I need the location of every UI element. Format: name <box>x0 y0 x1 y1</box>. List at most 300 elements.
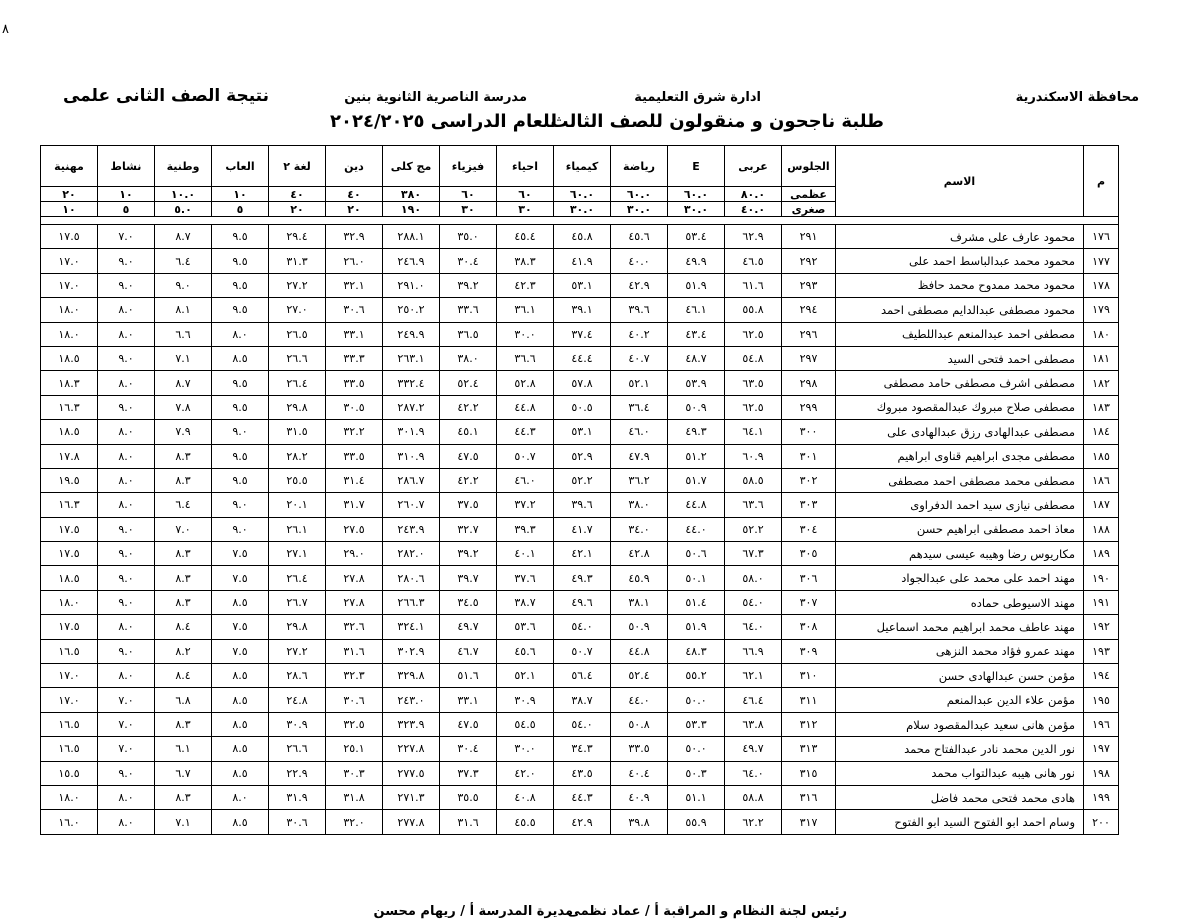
student-name: مصطفى مجدى ابراهيم قناوى ابراهيم <box>836 444 1084 468</box>
grade-cell: ٢٧.٥ <box>326 517 383 541</box>
row-num: ١٩٣ <box>1084 639 1119 663</box>
grade-cell: ٦٣.٨ <box>725 712 782 736</box>
grade-cell: ٥١.١ <box>668 785 725 809</box>
table-row <box>41 664 1119 688</box>
grade-cell: ٤٢.٢ <box>440 395 497 419</box>
grade-cell: ٤٩.٣ <box>668 420 725 444</box>
grade-cell: ٥١.٧ <box>668 468 725 492</box>
grade-cell: ٤٤.٨ <box>497 395 554 419</box>
header-min-label: صغرى <box>782 202 836 217</box>
max-mark: ٦٠ <box>440 187 497 202</box>
grade-cell: ٣٦.٢ <box>611 468 668 492</box>
grade-cell: ٩.٠ <box>98 590 155 614</box>
grade-cell: ٣٤.٣ <box>554 737 611 761</box>
header-subject: العاب <box>212 146 269 187</box>
grade-cell: ١٦.٥ <box>41 712 98 736</box>
grade-cell: ٣٨.١ <box>611 590 668 614</box>
seat-number: ٣٠٧ <box>782 590 836 614</box>
min-mark: ٤٠.٠ <box>725 202 782 217</box>
grade-cell: ٣٧.٢ <box>497 493 554 517</box>
grade-cell: ٥٤.٠ <box>554 712 611 736</box>
grade-cell: ٥١.٩ <box>668 615 725 639</box>
grade-cell: ٧.٥ <box>212 615 269 639</box>
grade-cell: ٢٧٧.٥ <box>383 761 440 785</box>
row-num: ١٩٠ <box>1084 566 1119 590</box>
grade-cell: ٣٠.٦ <box>326 688 383 712</box>
grade-cell: ١٦.٠ <box>41 810 98 834</box>
row-num: ١٨٣ <box>1084 395 1119 419</box>
grade-cell: ٣٢٤.١ <box>383 615 440 639</box>
grade-cell: ٦٢.٥ <box>725 322 782 346</box>
student-name: نور هانى هيبه عبدالتواب محمد <box>836 761 1084 785</box>
student-name: مصطفى احمد عبدالمنعم عبداللطيف <box>836 322 1084 346</box>
grade-cell: ٥٥.٨ <box>725 298 782 322</box>
student-name: مصطفى احمد فتحى السيد <box>836 346 1084 370</box>
grade-cell: ٥٨.٨ <box>725 785 782 809</box>
row-num: ١٩٨ <box>1084 761 1119 785</box>
grade-cell: ٤٤.٨ <box>668 493 725 517</box>
grade-cell: ٣٠.٥ <box>326 395 383 419</box>
row-num: ١٨٩ <box>1084 542 1119 566</box>
grade-cell: ٥١.٤ <box>668 590 725 614</box>
header-subject: نشاط <box>98 146 155 187</box>
grade-cell: ٥٠.٠ <box>668 737 725 761</box>
grade-cell: ٣٩.٣ <box>497 517 554 541</box>
grade-cell: ٢٩.٤ <box>269 225 326 249</box>
grade-cell: ٢٨.٢ <box>269 444 326 468</box>
grade-cell: ٣٩.٢ <box>440 542 497 566</box>
grade-cell: ٨.٠ <box>98 468 155 492</box>
grade-cell: ٨.٠ <box>212 785 269 809</box>
grade-cell: ٨.٣ <box>155 566 212 590</box>
seat-number: ٣١٢ <box>782 712 836 736</box>
grade-cell: ٣٣.٥ <box>326 444 383 468</box>
grade-cell: ٣٦.٥ <box>440 322 497 346</box>
grade-cell: ٦.٧ <box>155 761 212 785</box>
grade-cell: ٣٢.٦ <box>326 615 383 639</box>
grade-cell: ٤٠.٢ <box>611 322 668 346</box>
grade-cell: ٤٩.٦ <box>554 590 611 614</box>
grade-cell: ٦.٤ <box>155 249 212 273</box>
grade-cell: ٢٤.٨ <box>269 688 326 712</box>
grade-cell: ٣٢٣.٩ <box>383 712 440 736</box>
grade-cell: ٨.٥ <box>212 761 269 785</box>
grade-cell: ٧.٠ <box>98 688 155 712</box>
seat-number: ٣٠١ <box>782 444 836 468</box>
grade-cell: ٨.٠ <box>98 785 155 809</box>
student-name: مصطفى اشرف مصطفى حامد مصطفى <box>836 371 1084 395</box>
student-name: مهند عمرو فؤاد محمد النزهى <box>836 639 1084 663</box>
grade-cell: ٣٢.٩ <box>326 225 383 249</box>
table-row <box>41 737 1119 761</box>
grade-cell: ٣٧.٣ <box>440 761 497 785</box>
table-row <box>41 542 1119 566</box>
grade-cell: ٢٨٠.٦ <box>383 566 440 590</box>
grade-cell: ٣٣.١ <box>440 688 497 712</box>
seat-number: ٣٠٩ <box>782 639 836 663</box>
grade-cell: ١٥.٥ <box>41 761 98 785</box>
max-mark: ٦٠.٠ <box>554 187 611 202</box>
grade-cell: ٥٠.٥ <box>554 395 611 419</box>
grade-cell: ٧.١ <box>155 810 212 834</box>
grade-cell: ٣١٠.٩ <box>383 444 440 468</box>
max-mark: ٦٠ <box>497 187 554 202</box>
grade-cell: ٤١.٩ <box>554 249 611 273</box>
grade-cell: ٣٣٢.٤ <box>383 371 440 395</box>
grade-cell: ١٨.٥ <box>41 346 98 370</box>
grade-cell: ١٨.٠ <box>41 590 98 614</box>
grade-cell: ٤٢.٩ <box>611 273 668 297</box>
grade-cell: ٣٩.٦ <box>611 298 668 322</box>
min-mark: ٢٠ <box>269 202 326 217</box>
header-subject: E <box>668 146 725 187</box>
grade-cell: ٢٩.٨ <box>269 615 326 639</box>
student-name: مكاريوس رضا وهيبه عيسى سيدهم <box>836 542 1084 566</box>
seat-number: ٣١١ <box>782 688 836 712</box>
grade-cell: ٩.٠ <box>212 517 269 541</box>
grade-cell: ٨.٥ <box>212 810 269 834</box>
grade-cell: ٩.٠ <box>155 273 212 297</box>
grade-cell: ٨.٣ <box>155 590 212 614</box>
grade-cell: ٢٧.١ <box>269 542 326 566</box>
grade-cell: ٣١.٤ <box>326 468 383 492</box>
student-name: معاذ احمد مصطفى ابراهيم حسن <box>836 517 1084 541</box>
grade-cell: ٤٠.١ <box>497 542 554 566</box>
row-num: ١٧٨ <box>1084 273 1119 297</box>
grade-cell: ٣٣.٥ <box>326 371 383 395</box>
grade-cell: ٤٤.٠ <box>668 517 725 541</box>
student-name: محمود عارف على مشرف <box>836 225 1084 249</box>
grade-cell: ٤٠.٧ <box>611 346 668 370</box>
grade-cell: ٤٥.٤ <box>497 225 554 249</box>
grade-cell: ٥٠.٧ <box>497 444 554 468</box>
grade-cell: ٤٥.٦ <box>497 639 554 663</box>
grade-cell: ٨.٤ <box>155 664 212 688</box>
grade-cell: ٤٦.٤ <box>725 688 782 712</box>
seat-number: ٣١٦ <box>782 785 836 809</box>
grade-cell: ٦٢.٥ <box>725 395 782 419</box>
row-num: ١٩٤ <box>1084 664 1119 688</box>
school-label: مدرسة الناصرية الثانوية بنين <box>344 90 527 105</box>
min-mark: ٢٠ <box>326 202 383 217</box>
grade-cell: ٣١.٣ <box>269 249 326 273</box>
grade-cell: ١٨.٠ <box>41 298 98 322</box>
header-gap <box>41 217 1119 225</box>
grade-cell: ٨.٧ <box>155 225 212 249</box>
grade-cell: ٢٨٦.٧ <box>383 468 440 492</box>
grade-cell: ٣٦.١ <box>497 298 554 322</box>
grade-cell: ٦٧.٣ <box>725 542 782 566</box>
seat-number: ٣٠٥ <box>782 542 836 566</box>
row-num: ١٩٩ <box>1084 785 1119 809</box>
table-row <box>41 810 1119 834</box>
grade-cell: ٣٠١.٩ <box>383 420 440 444</box>
grade-cell: ٢٤٦.٩ <box>383 249 440 273</box>
grade-cell: ٥٠.٣ <box>668 761 725 785</box>
header-subject: دين <box>326 146 383 187</box>
student-name: مؤمن هانى سعيد عبدالمقصود سلام <box>836 712 1084 736</box>
seat-number: ٣١٥ <box>782 761 836 785</box>
grade-cell: ٤٦.١ <box>668 298 725 322</box>
table-row <box>41 371 1119 395</box>
student-name: نور الدين محمد نادر عبدالفتاح محمد <box>836 737 1084 761</box>
grade-cell: ٢٥.١ <box>326 737 383 761</box>
table-row <box>41 273 1119 297</box>
grade-cell: ٥٤.٠ <box>554 615 611 639</box>
grade-cell: ٨.٠ <box>212 322 269 346</box>
grade-cell: ٥٢.٢ <box>554 468 611 492</box>
grade-cell: ٩.٠ <box>98 517 155 541</box>
row-num: ١٨٥ <box>1084 444 1119 468</box>
title-year: للعام الدراسى ٢٠٢٤/٢٠٢٥ <box>330 111 557 132</box>
min-mark: ٥ <box>212 202 269 217</box>
header-subject: كيمياء <box>554 146 611 187</box>
row-num: ١٨٨ <box>1084 517 1119 541</box>
grade-cell: ١٧.٥ <box>41 542 98 566</box>
table-row <box>41 712 1119 736</box>
grade-cell: ٣٩.٧ <box>440 566 497 590</box>
max-mark: ٤٠ <box>326 187 383 202</box>
grade-cell: ٦٣.٦ <box>725 493 782 517</box>
row-num: ١٨١ <box>1084 346 1119 370</box>
row-num: ١٧٩ <box>1084 298 1119 322</box>
grade-cell: ٦١.٦ <box>725 273 782 297</box>
header-num: م <box>1084 146 1119 217</box>
grade-cell: ٣٧.٥ <box>440 493 497 517</box>
grade-cell: ٧.٠ <box>98 225 155 249</box>
grade-cell: ٨.٠ <box>98 444 155 468</box>
grade-cell: ٣٢٩.٨ <box>383 664 440 688</box>
header-max-label: عظمى <box>782 187 836 202</box>
grade-cell: ٥٥.٢ <box>668 664 725 688</box>
grade-cell: ٦.٤ <box>155 493 212 517</box>
grade-cell: ٦٠.٩ <box>725 444 782 468</box>
grade-cell: ٤٣.٥ <box>554 761 611 785</box>
grade-cell: ٢٦.٤ <box>269 371 326 395</box>
row-num: ١٨٦ <box>1084 468 1119 492</box>
grade-cell: ٣٠.٦ <box>326 298 383 322</box>
grade-cell: ٤٠.٠ <box>611 249 668 273</box>
header-subject: مهنية <box>41 146 98 187</box>
table-row <box>41 395 1119 419</box>
seat-number: ٣٠٢ <box>782 468 836 492</box>
seat-number: ٣١٠ <box>782 664 836 688</box>
grade-cell: ٦.٨ <box>155 688 212 712</box>
grade-cell: ٤٧.٥ <box>440 712 497 736</box>
grade-cell: ٤٤.٣ <box>554 785 611 809</box>
grade-cell: ٨.٥ <box>212 712 269 736</box>
grade-cell: ٤٠.٨ <box>497 785 554 809</box>
grade-cell: ٩.٥ <box>212 298 269 322</box>
grade-cell: ٩.٠ <box>98 566 155 590</box>
seat-number: ٣٠٠ <box>782 420 836 444</box>
min-mark: ١٠ <box>41 202 98 217</box>
header-name: الاسم <box>836 146 1084 217</box>
header-seat: الجلوس <box>782 146 836 187</box>
grade-cell: ١٧.٥ <box>41 517 98 541</box>
grade-cell: ١٦.٣ <box>41 395 98 419</box>
seat-number: ٣٠٣ <box>782 493 836 517</box>
student-name: مهند الاسيوطى حماده <box>836 590 1084 614</box>
grade-cell: ٨.٠ <box>98 615 155 639</box>
grade-cell: ٣٢.٠ <box>326 810 383 834</box>
grade-cell: ٣٠.٦ <box>269 810 326 834</box>
grade-cell: ٥١.٢ <box>668 444 725 468</box>
grade-cell: ٥٢.٩ <box>554 444 611 468</box>
grade-cell: ٢٩١.٠ <box>383 273 440 297</box>
grade-cell: ٥٠.٩ <box>611 615 668 639</box>
grade-cell: ٩.٠ <box>98 761 155 785</box>
grade-cell: ٢٦٦.٣ <box>383 590 440 614</box>
grade-cell: ٤٢.٩ <box>554 810 611 834</box>
grade-cell: ٩.٠ <box>212 420 269 444</box>
grade-cell: ٢٧.٢ <box>269 273 326 297</box>
grade-cell: ٧.٠ <box>98 712 155 736</box>
seat-number: ٢٩٦ <box>782 322 836 346</box>
grade-cell: ٤١.٧ <box>554 517 611 541</box>
grade-cell: ٦.٦ <box>155 322 212 346</box>
administration-label: ادارة شرق التعليمية <box>634 90 761 105</box>
max-mark: ٤٠ <box>269 187 326 202</box>
grade-cell: ٣٤.٠ <box>611 517 668 541</box>
grade-cell: ٤٩.٩ <box>668 249 725 273</box>
grade-cell: ٣٨.٠ <box>440 346 497 370</box>
grade-cell: ٢٢.٩ <box>269 761 326 785</box>
table-body <box>41 225 1119 835</box>
max-mark: ٦٠.٠ <box>668 187 725 202</box>
table-row <box>41 225 1119 249</box>
grade-cell: ٥٣.٦ <box>497 615 554 639</box>
governorate-label: محافظة الاسكندرية <box>1015 90 1139 105</box>
header-subject: مج كلى <box>383 146 440 187</box>
grade-cell: ٤٢.٨ <box>611 542 668 566</box>
grade-cell: ٣٨.٧ <box>554 688 611 712</box>
grade-cell: ٣٢.٣ <box>326 664 383 688</box>
grade-cell: ١٧.٠ <box>41 688 98 712</box>
grade-cell: ٤٤.٠ <box>611 688 668 712</box>
grade-cell: ٤٣.٤ <box>668 322 725 346</box>
grade-cell: ٨.١ <box>155 298 212 322</box>
grade-cell: ٥٢.١ <box>611 371 668 395</box>
grade-cell: ٢٥٠.٢ <box>383 298 440 322</box>
min-mark: ٣٠.٠ <box>611 202 668 217</box>
grade-cell: ٣٠.٤ <box>440 737 497 761</box>
min-mark: ٣٠ <box>440 202 497 217</box>
row-num: ١٧٦ <box>1084 225 1119 249</box>
grade-cell: ٥٣.٣ <box>668 712 725 736</box>
seat-number: ٢٩٣ <box>782 273 836 297</box>
student-name: مصطفى نيازى سيد احمد الدفراوى <box>836 493 1084 517</box>
grade-cell: ٤٢.٢ <box>440 468 497 492</box>
table-row <box>41 346 1119 370</box>
grade-cell: ٣٦.٦ <box>497 346 554 370</box>
grade-cell: ٣٣.٦ <box>440 298 497 322</box>
header-subject: عربى <box>725 146 782 187</box>
grade-cell: ٣٦.٤ <box>611 395 668 419</box>
seat-number: ٣١٧ <box>782 810 836 834</box>
grade-cell: ٣١.٥ <box>269 420 326 444</box>
seat-number: ٢٩١ <box>782 225 836 249</box>
table-row <box>41 785 1119 809</box>
grade-cell: ٦٤.١ <box>725 420 782 444</box>
seat-number: ٣٠٨ <box>782 615 836 639</box>
row-num: ١٩٢ <box>1084 615 1119 639</box>
table-row <box>41 517 1119 541</box>
table-row <box>41 444 1119 468</box>
grade-cell: ٩.٠ <box>98 273 155 297</box>
grade-cell: ٨.٠ <box>98 322 155 346</box>
grade-cell: ٤٦.٠ <box>497 468 554 492</box>
grade-cell: ٤٥.٨ <box>554 225 611 249</box>
grade-cell: ٢٧.٢ <box>269 639 326 663</box>
seat-number: ٣١٣ <box>782 737 836 761</box>
grade-cell: ٦٢.١ <box>725 664 782 688</box>
table-row <box>41 322 1119 346</box>
grade-cell: ٧.٠ <box>98 737 155 761</box>
grade-cell: ٥٣.٤ <box>668 225 725 249</box>
grade-cell: ٩.٠ <box>98 346 155 370</box>
grade-cell: ٤٥.٥ <box>497 810 554 834</box>
grade-cell: ١٦.٣ <box>41 493 98 517</box>
grade-cell: ٨.٣ <box>155 542 212 566</box>
grade-cell: ٣٣.٣ <box>326 346 383 370</box>
row-num: ١٩١ <box>1084 590 1119 614</box>
grade-cell: ٥٠.٠ <box>668 688 725 712</box>
grade-cell: ٢٧١.٣ <box>383 785 440 809</box>
grade-cell: ٢٩.٠ <box>326 542 383 566</box>
grade-cell: ٤٢.١ <box>554 542 611 566</box>
student-name: محمود محمد عبدالباسط احمد على <box>836 249 1084 273</box>
grade-cell: ٧.٥ <box>212 639 269 663</box>
grade-cell: ٢٧.٨ <box>326 590 383 614</box>
grade-cell: ٣٠.٩ <box>497 688 554 712</box>
grade-cell: ٥٧.٨ <box>554 371 611 395</box>
grade-cell: ٨.٥ <box>212 346 269 370</box>
grade-cell: ٥٤.٠ <box>725 590 782 614</box>
seat-number: ٢٩٨ <box>782 371 836 395</box>
grade-cell: ٣٠.٠ <box>497 322 554 346</box>
grade-cell: ٦٤.٠ <box>725 615 782 639</box>
grade-cell: ٨.٠ <box>98 810 155 834</box>
grade-cell: ٥٤.٥ <box>497 712 554 736</box>
grade-cell: ٣٠.٩ <box>269 712 326 736</box>
grade-cell: ٤٩.٣ <box>554 566 611 590</box>
grade-cell: ٣٩.٢ <box>440 273 497 297</box>
grade-cell: ٨.٥ <box>212 664 269 688</box>
grade-cell: ٣٨.٣ <box>497 249 554 273</box>
grade-cell: ٣٥.٠ <box>440 225 497 249</box>
grade-cell: ٥١.٦ <box>440 664 497 688</box>
min-mark: ٣٠ <box>497 202 554 217</box>
grade-cell: ٣٢.٥ <box>326 712 383 736</box>
grade-cell: ٤٠.٩ <box>611 785 668 809</box>
result-title: نتيجة الصف الثانى علمى <box>62 86 269 106</box>
grade-cell: ٢٥.٥ <box>269 468 326 492</box>
table-row <box>41 761 1119 785</box>
table-row <box>41 249 1119 273</box>
grade-cell: ١٧.٨ <box>41 444 98 468</box>
min-mark: ٣٠.٠ <box>554 202 611 217</box>
grade-cell: ٤٠.٤ <box>611 761 668 785</box>
seat-number: ٢٩٧ <box>782 346 836 370</box>
row-num: ١٨٧ <box>1084 493 1119 517</box>
table-row <box>41 298 1119 322</box>
table-row <box>41 688 1119 712</box>
max-mark: ١٠ <box>212 187 269 202</box>
row-num: ١٨٢ <box>1084 371 1119 395</box>
row-num: ٢٠٠ <box>1084 810 1119 834</box>
student-name: مصطفى محمد مصطفى احمد مصطفى <box>836 468 1084 492</box>
